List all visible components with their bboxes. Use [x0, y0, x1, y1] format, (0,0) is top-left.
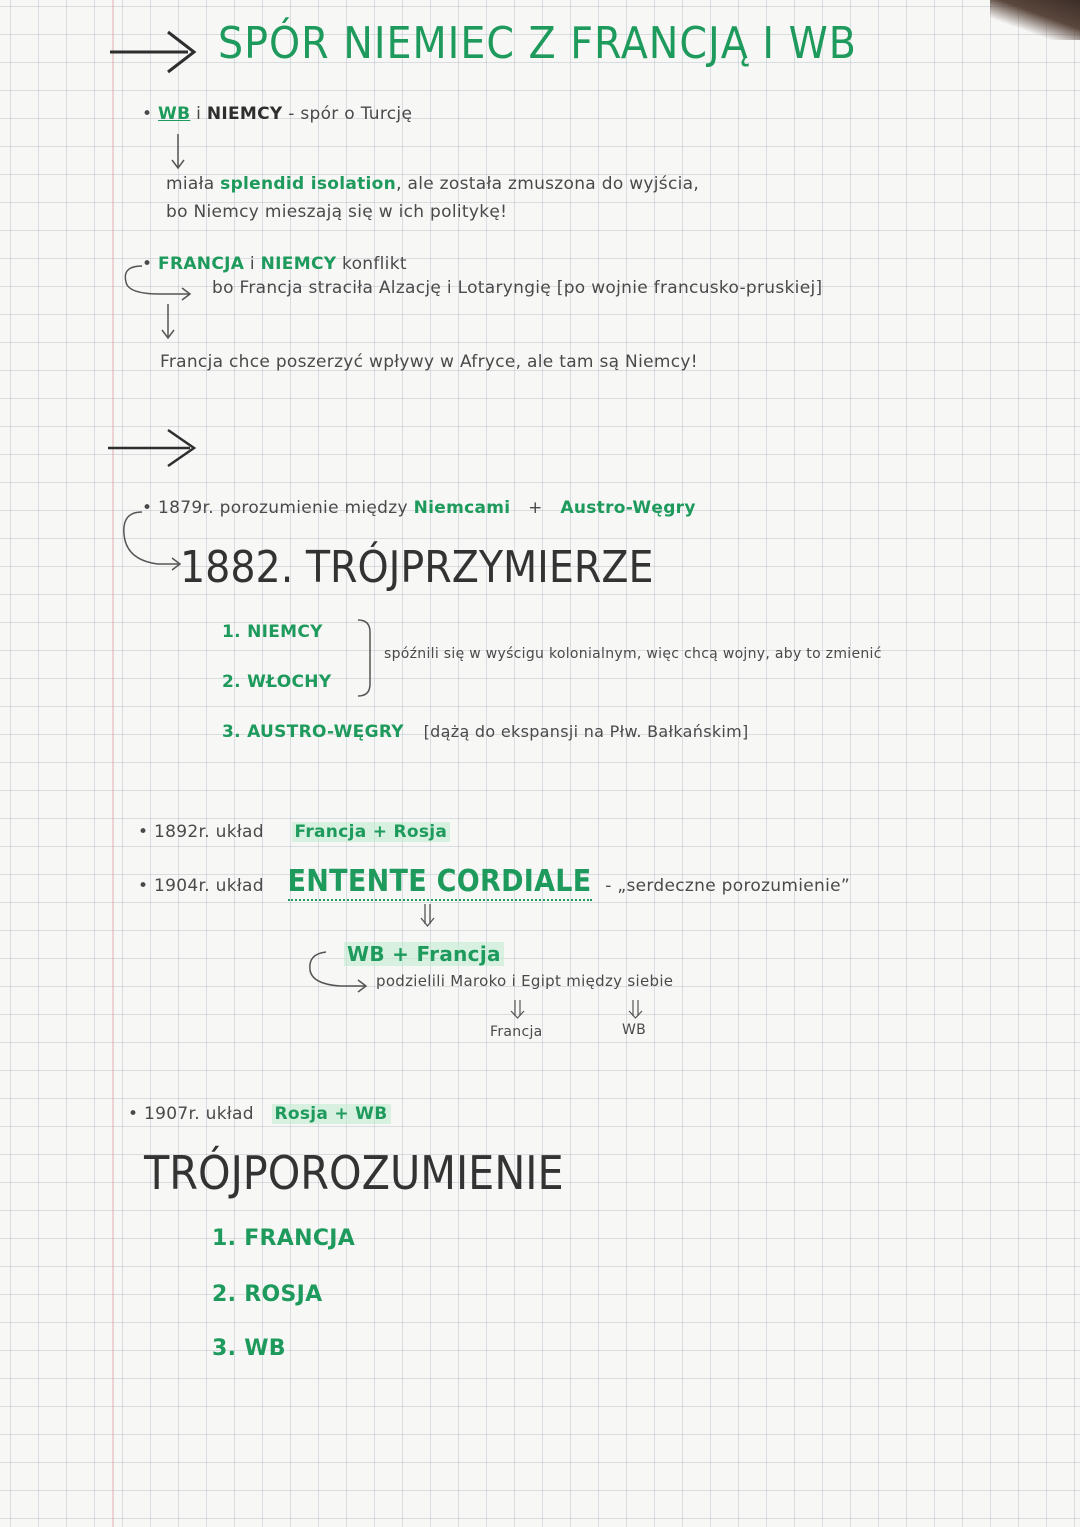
- ta-niemcy: 1. NIEMCY: [222, 622, 323, 642]
- down-arrow-icon: [160, 304, 180, 344]
- y1907-text: 1907r. układ: [144, 1104, 254, 1124]
- splendid-isolation: splendid isolation: [220, 174, 397, 194]
- francja-row: [142, 254, 407, 274]
- ta-item-2: [222, 672, 331, 692]
- egipt-result: WB: [622, 1022, 647, 1038]
- te-wb: 3. WB: [212, 1336, 286, 1361]
- wb-line-1: [166, 174, 699, 194]
- bullet: •: [142, 498, 159, 518]
- section-arrow-icon: [108, 426, 208, 476]
- page-corner-shadow: [990, 0, 1080, 40]
- bullet: •: [128, 1104, 145, 1124]
- wb-francja-label: [344, 942, 504, 966]
- bullet: •: [138, 876, 155, 896]
- double-down-arrow-icon: [626, 1000, 646, 1022]
- triple-entente-heading: TRÓJPOROZUMIENIE: [144, 1146, 564, 1200]
- wb-line-1-pre: miała: [166, 174, 215, 194]
- y1879-text: 1879r. porozumienie między: [158, 498, 408, 518]
- wb-line-1-post: , ale została zmuszona do wyjścia,: [396, 174, 700, 194]
- triple-alliance-heading: 1882. TRÓJPRZYMIERZE: [180, 542, 654, 593]
- ta-wlochy: 2. WŁOCHY: [222, 672, 332, 692]
- wb-and: i: [196, 104, 202, 124]
- francja-rosja: Francja + Rosja: [292, 822, 451, 842]
- francja-label: FRANCJA: [158, 254, 245, 274]
- ta-note-1-2: spóźnili się w wyścigu kolonialnym, więc chcą wojny, aby to zmienić: [384, 646, 882, 662]
- y1879-niemcami: Niemcami: [413, 498, 511, 518]
- te-rosja: 2. ROSJA: [212, 1282, 323, 1307]
- te-item-1: [212, 1226, 355, 1251]
- double-down-arrow-icon: [508, 1000, 528, 1022]
- title-arrow-icon: [110, 30, 210, 80]
- bullet: •: [142, 104, 159, 124]
- row-1879: [142, 498, 696, 518]
- row-1907: [128, 1104, 391, 1124]
- francja-niemcy: NIEMCY: [260, 254, 337, 274]
- entente-cordiale: ENTENTE CORDIALE: [287, 864, 592, 899]
- wb-francja-text: podzielili Maroko i Egipt między siebie: [376, 972, 674, 990]
- bullet: •: [138, 822, 155, 842]
- down-arrow-icon: [170, 134, 190, 174]
- wb-francja: WB + Francja: [344, 942, 504, 966]
- francja-conflict: konflikt: [342, 254, 407, 274]
- ta-austro-wegry: 3. AUSTRO-WĘGRY: [222, 722, 404, 742]
- page-title: SPÓR NIEMIEC Z FRANCJĄ I WB: [218, 18, 857, 69]
- y1892-text: 1892r. układ: [154, 822, 264, 842]
- ta-note-3: [dążą do ekspansji na Płw. Bałkańskim]: [423, 722, 749, 741]
- y1879-plus: +: [528, 498, 543, 518]
- bullet: •: [142, 254, 159, 274]
- y1904-text: 1904r. układ: [154, 876, 264, 896]
- wb-niemcy: NIEMCY: [206, 104, 283, 124]
- francja-and: i: [249, 254, 255, 274]
- wb-dispute: - spór o Turcję: [288, 104, 413, 124]
- bracket-icon: [356, 618, 376, 698]
- row-1892: [138, 822, 450, 842]
- te-francja: 1. FRANCJA: [212, 1226, 356, 1251]
- wb-row: [142, 104, 412, 124]
- ta-item-3: [222, 722, 749, 742]
- ta-item-1: [222, 622, 323, 642]
- francja-line-1: bo Francja straciła Alzację i Lotaryngię [po wojnie francusko-pruskiej]: [212, 278, 823, 298]
- wb-label: WB: [158, 104, 191, 124]
- y1879-austro-wegry: Austro-Węgry: [560, 498, 696, 518]
- te-item-3: [212, 1336, 286, 1361]
- wb-line-2: bo Niemcy mieszają się w ich politykę!: [166, 202, 508, 222]
- te-item-2: [212, 1282, 322, 1307]
- rosja-wb: Rosja + WB: [272, 1104, 391, 1124]
- maroko-result: Francja: [490, 1024, 543, 1040]
- y1904-meaning: - „serdeczne porozumienie”: [605, 876, 850, 896]
- row-1904: [138, 864, 850, 899]
- francja-line-2: Francja chce poszerzyć wpływy w Afryce, ale tam są Niemcy!: [160, 352, 698, 372]
- margin-line: [112, 0, 114, 1527]
- double-down-arrow-icon: [418, 904, 438, 930]
